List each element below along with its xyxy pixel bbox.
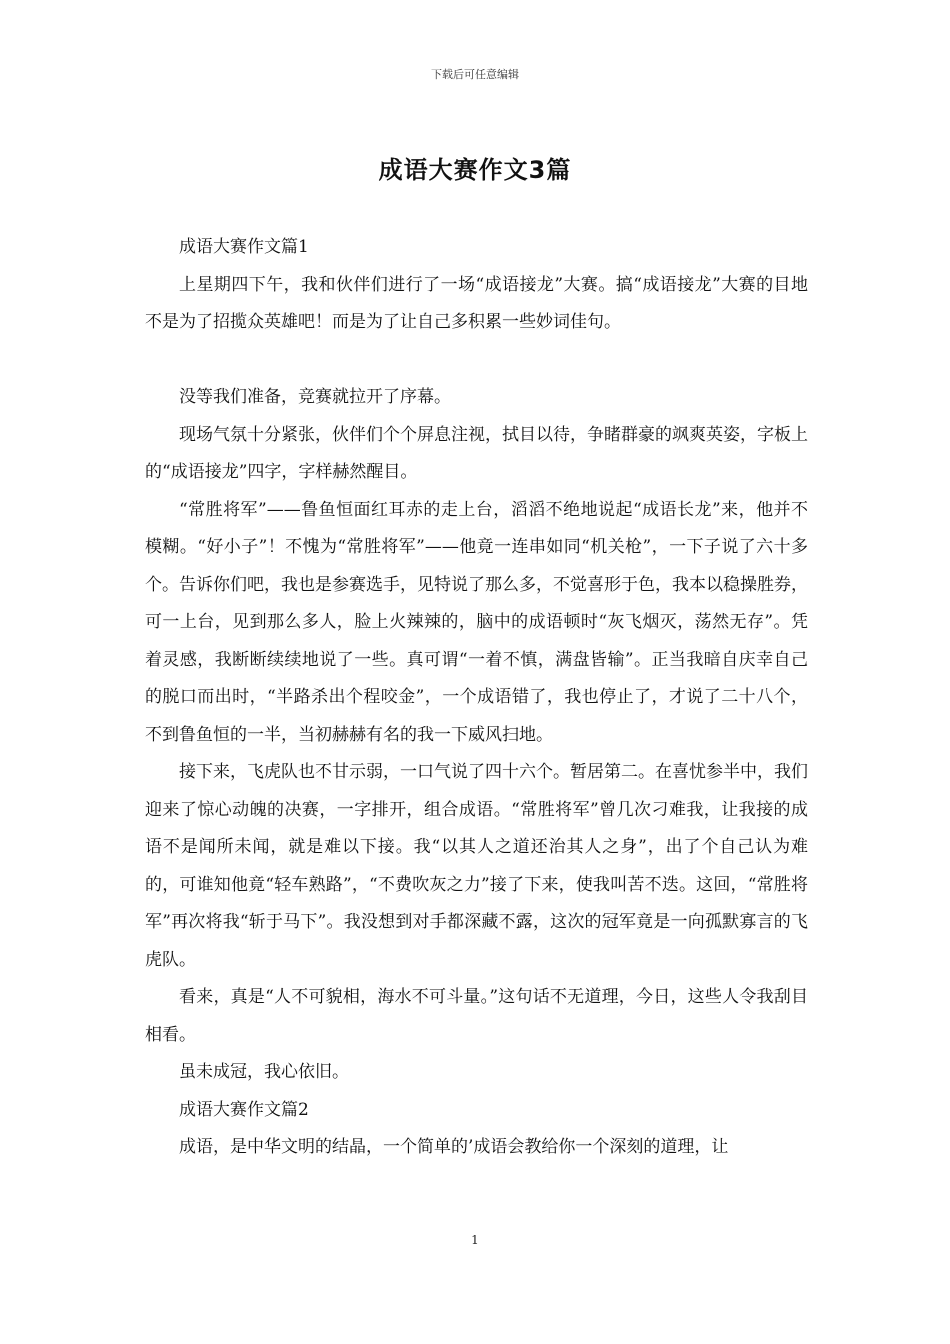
body-paragraph: 虽未成冠，我心依旧。: [179, 1062, 349, 1082]
section-heading-1: 成语大赛作文篇1: [179, 237, 309, 257]
document-title: 成语大赛作文3篇: [378, 156, 572, 184]
body-paragraph: 现场气氛十分紧张，伙伴们个个屏息注视，拭目以待，争睹群豪的飒爽英姿，字板上的“成语接龙”四字，字样赫然醒目。: [145, 424, 808, 482]
body-paragraph: 成语，是中华文明的结晶，一个简单的’成语会教给你一个深刻的道理，让: [179, 1137, 729, 1157]
body-paragraph: 看来，真是“人不可貌相，海水不可斗量。”这句话不无道理，今日，这些人令我刮目相看。: [145, 987, 808, 1045]
body-paragraph: “常胜将军”——鲁鱼恒面红耳赤的走上台，滔滔不绝地说起“成语长龙”来，他并不模糊。“好小子”！不愧为“常胜将军”——他竟一连串如同“机关枪”，一下子说了六十多个。告诉你们吧，我也是参赛选手，见特说了那么多，不觉喜形于色，我本以稳操胜券，可一上台，见到那么多人，脸上火辣辣的，脑中的成语顿时“灰飞烟灭，荡然无存”。凭着灵感，我断断续续地说了一些。真可谓“一着不慎，满盘皆输”。正当我暗自庆幸自己的脱口而出时，“半路杀出个程咬金”，一个成语错了，我也停止了，才说了二十八个，不到鲁鱼恒的一半，当初赫赫有名的我一下威风扫地。: [145, 499, 808, 745]
body-paragraph: 上星期四下午，我和伙伴们进行了一场“成语接龙”大赛。搞“成语接龙”大赛的目地不是为了招揽众英雄吧！而是为了让自己多积累一些妙词佳句。: [145, 274, 808, 332]
blank-line: [145, 342, 808, 380]
document-body: [145, 229, 808, 1167]
body-paragraph: 没等我们准备，竞赛就拉开了序幕。: [179, 387, 451, 407]
page-header-note: 下载后可任意编辑: [431, 68, 519, 81]
section-heading-2: 成语大赛作文篇2: [179, 1099, 309, 1120]
page-number: 1: [471, 1233, 479, 1247]
body-paragraph: 接下来，飞虎队也不甘示弱，一口气说了四十六个。暂居第二。在喜忧参半中，我们迎来了惊心动魄的决赛，一字排开，组合成语。“常胜将军”曾几次刁难我，让我接的成语不是闻所未闻，就是难以下接。我“以其人之道还治其人之身”，出了个自己认为难的，可谁知他竟“轻车熟路”，“不费吹灰之力”接了下来，使我叫苦不迭。这回，“常胜将军”再次将我“斩于马下”。我没想到对手都深藏不露，这次的冠军竟是一向孤默寡言的飞虎队。: [145, 762, 808, 970]
